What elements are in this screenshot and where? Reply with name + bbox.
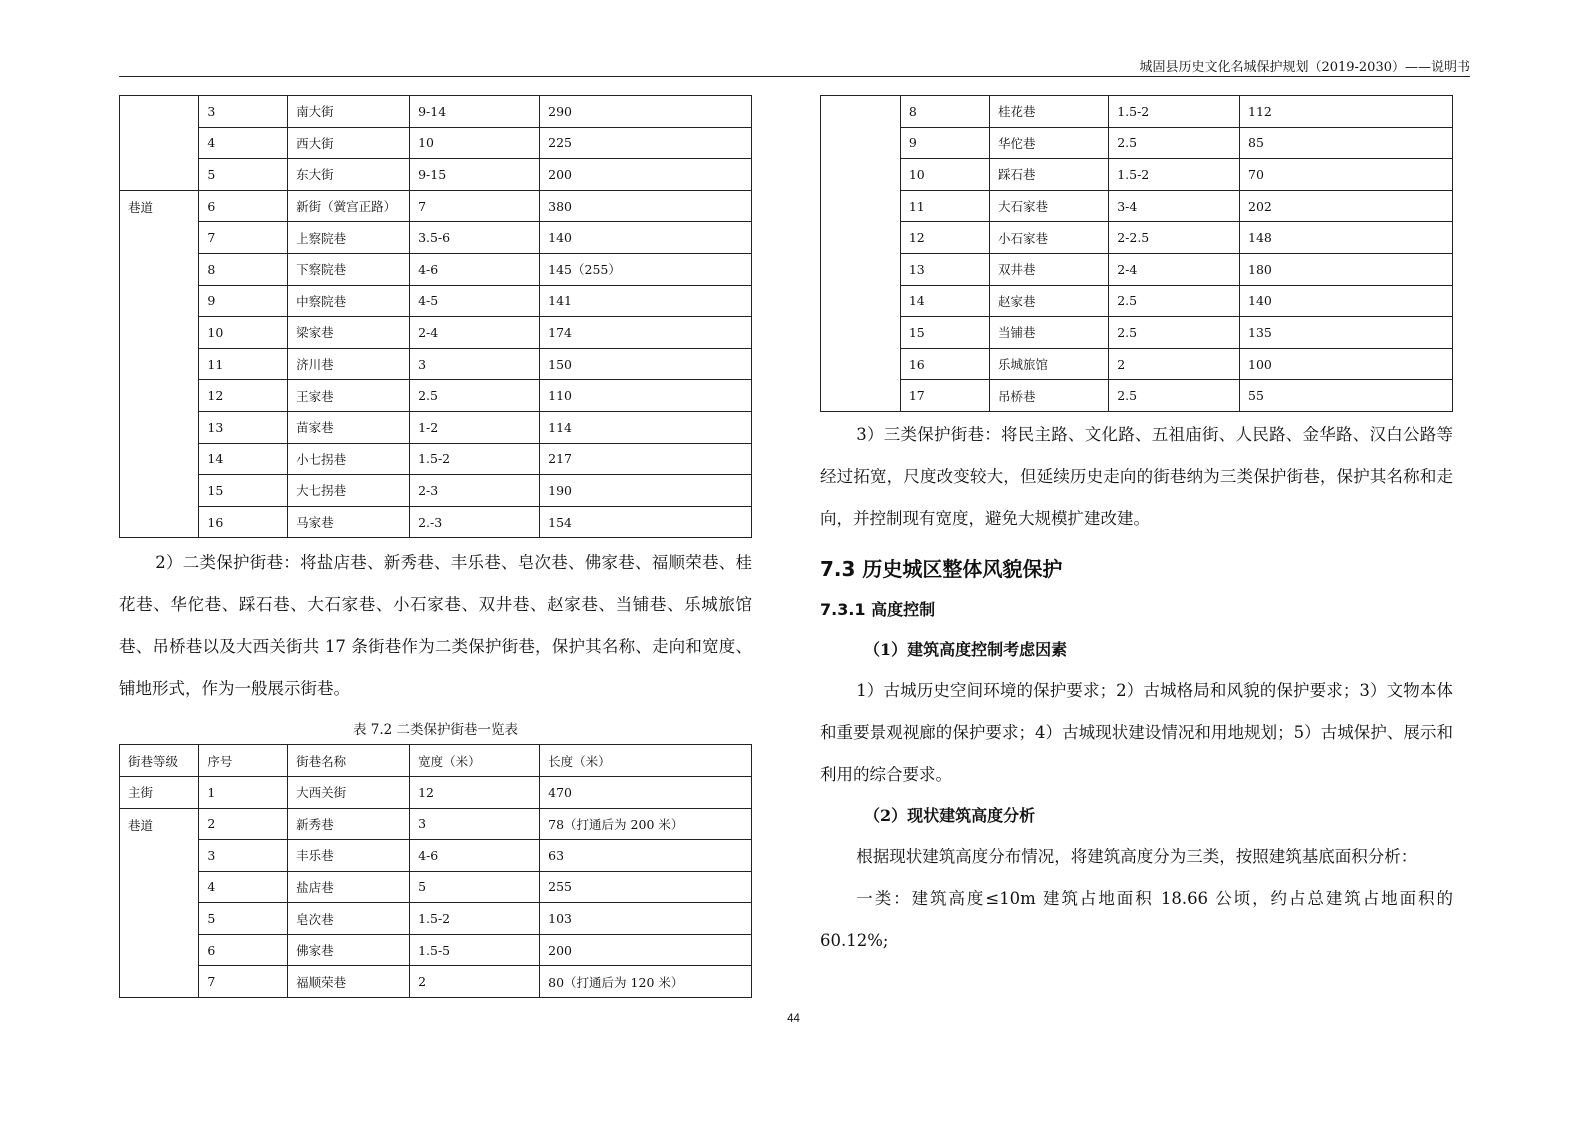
no-cell: 13 xyxy=(199,411,288,443)
width-cell: 2-2.5 xyxy=(1109,222,1240,254)
section-heading-7-3: 7.3 历史城区整体风貌保护 xyxy=(820,556,1063,581)
length-cell: 200 xyxy=(540,159,752,191)
length-cell: 190 xyxy=(540,475,752,507)
name-cell: 下察院巷 xyxy=(288,253,410,285)
column-header: 长度（米） xyxy=(540,745,752,777)
no-cell: 13 xyxy=(900,253,989,285)
table-row xyxy=(120,253,752,285)
table-row xyxy=(821,285,1453,317)
table-row xyxy=(821,159,1453,191)
table-row xyxy=(120,903,752,935)
table-row xyxy=(120,96,752,128)
table-row xyxy=(120,506,752,538)
length-cell: 470 xyxy=(540,776,752,808)
length-cell: 141 xyxy=(540,285,752,317)
length-cell: 145（255） xyxy=(540,253,752,285)
length-cell: 380 xyxy=(540,190,752,222)
table-row xyxy=(821,380,1453,412)
page-header xyxy=(119,52,1470,77)
no-cell: 2 xyxy=(199,808,288,840)
length-cell: 255 xyxy=(540,871,752,903)
width-cell: 3 xyxy=(410,348,540,380)
no-cell: 12 xyxy=(199,380,288,412)
name-cell: 大石家巷 xyxy=(989,190,1108,222)
width-cell: 1.5-2 xyxy=(1109,96,1240,128)
length-cell: 114 xyxy=(540,411,752,443)
table-header-row xyxy=(120,745,752,777)
no-cell: 11 xyxy=(199,348,288,380)
width-cell: 10 xyxy=(410,127,540,159)
table-row xyxy=(120,475,752,507)
no-cell: 6 xyxy=(199,190,288,222)
width-cell: 1.5-2 xyxy=(410,903,540,935)
length-cell: 63 xyxy=(540,840,752,872)
name-cell: 桂花巷 xyxy=(989,96,1108,128)
table-row xyxy=(120,222,752,254)
table-row xyxy=(120,317,752,349)
table-row xyxy=(821,348,1453,380)
page-number: 44 xyxy=(787,1013,800,1025)
length-cell: 180 xyxy=(1240,253,1453,285)
no-cell: 15 xyxy=(199,475,288,507)
length-cell: 200 xyxy=(540,934,752,966)
table-row xyxy=(120,348,752,380)
table-row xyxy=(821,190,1453,222)
no-cell: 17 xyxy=(900,380,989,412)
width-cell: 2-4 xyxy=(1109,253,1240,285)
table-caption: 表 7.2 二类保护街巷一览表 xyxy=(352,722,519,739)
width-cell: 9-15 xyxy=(410,159,540,191)
width-cell: 4-6 xyxy=(410,840,540,872)
table-row xyxy=(120,190,752,222)
no-cell: 8 xyxy=(900,96,989,128)
no-cell: 6 xyxy=(199,934,288,966)
table-row xyxy=(120,127,752,159)
width-cell: 2.5 xyxy=(1109,285,1240,317)
no-cell: 11 xyxy=(900,190,989,222)
paragraph-class3: 3）三类保护街巷：将民主路、文化路、五祖庙街、人民路、金华路、汉白公路等经过拓宽，尺度改变较大，但延续历史走向的街巷纳为三类保护街巷，保护其名称和走向，并控制现有宽度，避免大规模扩建改建。 xyxy=(820,424,1453,528)
width-cell: 4-6 xyxy=(410,253,540,285)
table-row xyxy=(120,840,752,872)
width-cell: 2-3 xyxy=(410,475,540,507)
length-cell: 154 xyxy=(540,506,752,538)
no-cell: 10 xyxy=(199,317,288,349)
table-row xyxy=(120,443,752,475)
table-row xyxy=(120,776,752,808)
length-cell: 110 xyxy=(540,380,752,412)
name-cell: 乐城旅馆 xyxy=(989,348,1108,380)
table-row xyxy=(120,871,752,903)
width-cell: 1-2 xyxy=(410,411,540,443)
width-cell: 2.5 xyxy=(1109,380,1240,412)
name-cell: 大七拐巷 xyxy=(288,475,410,507)
name-cell: 苗家巷 xyxy=(288,411,410,443)
no-cell: 16 xyxy=(199,506,288,538)
length-cell: 85 xyxy=(1240,127,1453,159)
name-cell: 东大街 xyxy=(288,159,410,191)
length-cell: 103 xyxy=(540,903,752,935)
length-cell: 150 xyxy=(540,348,752,380)
name-cell: 济川巷 xyxy=(288,348,410,380)
table-row xyxy=(120,285,752,317)
no-cell: 14 xyxy=(900,285,989,317)
length-cell: 202 xyxy=(1240,190,1453,222)
width-cell: 2.5 xyxy=(410,380,540,412)
no-cell: 1 xyxy=(199,776,288,808)
column-header: 宽度（米） xyxy=(410,745,540,777)
width-cell: 3 xyxy=(410,808,540,840)
width-cell: 1.5-2 xyxy=(410,443,540,475)
name-cell: 华佗巷 xyxy=(989,127,1108,159)
width-cell: 2.5 xyxy=(1109,127,1240,159)
table-row xyxy=(821,127,1453,159)
length-cell: 112 xyxy=(1240,96,1453,128)
header-title: 城固县历史文化名城保护规划（2019-2030）——说明书 xyxy=(1139,60,1470,75)
no-cell: 14 xyxy=(199,443,288,475)
table-7-2-continued xyxy=(820,95,1453,412)
length-cell: 290 xyxy=(540,96,752,128)
table-row xyxy=(120,159,752,191)
length-cell: 217 xyxy=(540,443,752,475)
column-header: 街巷等级 xyxy=(120,745,199,777)
table-row xyxy=(120,380,752,412)
no-cell: 7 xyxy=(199,222,288,254)
length-cell: 78（打通后为 200 米） xyxy=(540,808,752,840)
table-row xyxy=(821,96,1453,128)
width-cell: 4-5 xyxy=(410,285,540,317)
no-cell: 10 xyxy=(900,159,989,191)
width-cell: 2-4 xyxy=(410,317,540,349)
width-cell: 2 xyxy=(1109,348,1240,380)
no-cell: 4 xyxy=(199,871,288,903)
category-cell: 巷道 xyxy=(120,190,199,538)
name-cell: 吊桥巷 xyxy=(989,380,1108,412)
no-cell: 5 xyxy=(199,159,288,191)
table-row xyxy=(821,222,1453,254)
length-cell: 225 xyxy=(540,127,752,159)
paragraph-factors: 1）古城历史空间环境的保护要求；2）古城格局和风貌的保护要求；3）文物本体和重要景观视廊的保护要求；4）古城现状建设情况和用地规划；5）古城保护、展示和利用的综合要求。 xyxy=(820,680,1453,784)
width-cell: 2.5 xyxy=(1109,317,1240,349)
table-row xyxy=(120,808,752,840)
left-column xyxy=(119,95,752,998)
name-cell: 马家巷 xyxy=(288,506,410,538)
length-cell: 140 xyxy=(1240,285,1453,317)
name-cell: 小七拐巷 xyxy=(288,443,410,475)
subheading-analysis: （2）现状建筑高度分析 xyxy=(864,805,1036,825)
length-cell: 55 xyxy=(1240,380,1453,412)
width-cell: 3.5-6 xyxy=(410,222,540,254)
name-cell: 福顺荣巷 xyxy=(288,966,410,998)
width-cell: 3-4 xyxy=(1109,190,1240,222)
width-cell: 5 xyxy=(410,871,540,903)
paragraph-class1: 一类：建筑高度≤10m 建筑占地面积 18.66 公顷，约占总建筑占地面积的 60.12%; xyxy=(820,888,1453,950)
name-cell: 大西关街 xyxy=(288,776,410,808)
section-heading-7-3-1: 7.3.1 高度控制 xyxy=(820,599,936,619)
no-cell: 9 xyxy=(900,127,989,159)
name-cell: 中察院巷 xyxy=(288,285,410,317)
length-cell: 70 xyxy=(1240,159,1453,191)
no-cell: 9 xyxy=(199,285,288,317)
category-cell xyxy=(120,96,199,191)
width-cell: 12 xyxy=(410,776,540,808)
name-cell: 梁家巷 xyxy=(288,317,410,349)
name-cell: 小石家巷 xyxy=(989,222,1108,254)
subheading-factors: （1）建筑高度控制考虑因素 xyxy=(864,639,1068,659)
name-cell: 赵家巷 xyxy=(989,285,1108,317)
no-cell: 3 xyxy=(199,840,288,872)
name-cell: 丰乐巷 xyxy=(288,840,410,872)
table-row xyxy=(120,411,752,443)
column-header: 街巷名称 xyxy=(288,745,410,777)
table-row xyxy=(120,934,752,966)
no-cell: 7 xyxy=(199,966,288,998)
no-cell: 8 xyxy=(199,253,288,285)
length-cell: 135 xyxy=(1240,317,1453,349)
name-cell: 佛家巷 xyxy=(288,934,410,966)
width-cell: 1.5-5 xyxy=(410,934,540,966)
name-cell: 王家巷 xyxy=(288,380,410,412)
table-7-1-continued xyxy=(119,95,752,538)
name-cell: 南大街 xyxy=(288,96,410,128)
width-cell: 7 xyxy=(410,190,540,222)
right-column xyxy=(820,95,1453,962)
no-cell: 4 xyxy=(199,127,288,159)
name-cell: 双井巷 xyxy=(989,253,1108,285)
no-cell: 15 xyxy=(900,317,989,349)
no-cell: 3 xyxy=(199,96,288,128)
width-cell: 2.-3 xyxy=(410,506,540,538)
table-row xyxy=(120,966,752,998)
column-header: 序号 xyxy=(199,745,288,777)
name-cell: 西大街 xyxy=(288,127,410,159)
category-cell: 巷道 xyxy=(120,808,199,998)
paragraph-class2: 2）二类保护街巷：将盐店巷、新秀巷、丰乐巷、皂次巷、佛家巷、福顺荣巷、桂花巷、华佗巷、踩石巷、大石家巷、小石家巷、双井巷、赵家巷、当铺巷、乐城旅馆巷、吊桥巷以及大西关街共 17 条街巷作为二类保护街巷，保护其名称、走向和宽度、铺地形式，作为一般展示街巷。 xyxy=(119,553,752,699)
name-cell: 当铺巷 xyxy=(989,317,1108,349)
length-cell: 80（打通后为 120 米） xyxy=(540,966,752,998)
name-cell: 踩石巷 xyxy=(989,159,1108,191)
no-cell: 12 xyxy=(900,222,989,254)
length-cell: 148 xyxy=(1240,222,1453,254)
width-cell: 1.5-2 xyxy=(1109,159,1240,191)
paragraph-analysis: 根据现状建筑高度分布情况，将建筑高度分为三类，按照建筑基底面积分析： xyxy=(856,846,1418,866)
length-cell: 174 xyxy=(540,317,752,349)
category-cell: 主街 xyxy=(120,776,199,808)
no-cell: 5 xyxy=(199,903,288,935)
no-cell: 16 xyxy=(900,348,989,380)
width-cell: 9-14 xyxy=(410,96,540,128)
name-cell: 新秀巷 xyxy=(288,808,410,840)
width-cell: 2 xyxy=(410,966,540,998)
name-cell: 上察院巷 xyxy=(288,222,410,254)
table-row xyxy=(821,317,1453,349)
name-cell: 皂次巷 xyxy=(288,903,410,935)
length-cell: 140 xyxy=(540,222,752,254)
name-cell: 新街（黉宫正路） xyxy=(288,190,410,222)
length-cell: 100 xyxy=(1240,348,1453,380)
name-cell: 盐店巷 xyxy=(288,871,410,903)
table-7-2 xyxy=(119,744,752,998)
category-cell xyxy=(821,96,901,412)
table-row xyxy=(821,253,1453,285)
